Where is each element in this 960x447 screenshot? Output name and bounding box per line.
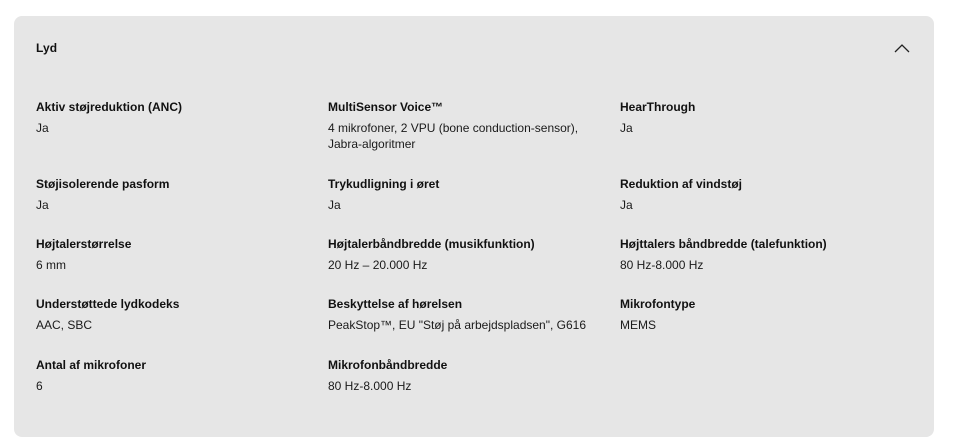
- panel-header[interactable]: [36, 38, 912, 58]
- spec-value: 80 Hz-8.000 Hz: [328, 379, 412, 393]
- spec-value: 6 mm: [36, 258, 66, 272]
- spec-label: Antal af mikrofoner: [36, 358, 147, 372]
- spec-item: [36, 358, 328, 418]
- collapse-button[interactable]: [892, 38, 912, 58]
- spec-item: [328, 358, 620, 418]
- spec-label: Mikrofonbåndbredde: [328, 358, 448, 372]
- spec-label: MultiSensor Voice™: [328, 100, 444, 114]
- spec-value: AAC, SBC: [36, 318, 93, 332]
- spec-item: [36, 177, 328, 237]
- spec-value: PeakStop™, EU "Støj på arbejdspladsen", G616: [328, 318, 586, 332]
- spec-value: 20 Hz – 20.000 Hz: [328, 258, 428, 272]
- spec-label: Reduktion af vindstøj: [620, 177, 743, 191]
- spec-item: [328, 297, 620, 358]
- spec-label: Støjisolerende pasform: [36, 177, 170, 191]
- spec-label: Trykudligning i øret: [328, 177, 440, 191]
- spec-label: Understøttede lydkodeks: [36, 297, 180, 311]
- spec-item: [328, 100, 620, 177]
- spec-label: Højtalerbåndbredde (musikfunktion): [328, 237, 535, 251]
- spec-item: [620, 297, 912, 358]
- spec-item: [328, 237, 620, 297]
- spec-value: Ja: [36, 121, 49, 135]
- section-title: Lyd: [36, 41, 58, 55]
- spec-label: Mikrofontype: [620, 297, 696, 311]
- specs-grid: [36, 100, 912, 418]
- spec-item: [36, 297, 328, 358]
- spec-label: Beskyttelse af hørelsen: [328, 297, 463, 311]
- spec-value: MEMS: [620, 318, 656, 332]
- spec-item: [620, 237, 912, 297]
- spec-item-empty: [620, 358, 912, 418]
- spec-item: [36, 237, 328, 297]
- spec-item: [620, 100, 912, 177]
- spec-value: 4 mikrofoner, 2 VPU (bone conduction-sensor), Jabra-algoritmer: [328, 121, 579, 151]
- spec-value: Ja: [328, 198, 341, 212]
- spec-value: 80 Hz-8.000 Hz: [620, 258, 704, 272]
- spec-value: 6: [36, 379, 43, 393]
- spec-item: [328, 177, 620, 237]
- spec-label: Aktiv støjreduktion (ANC): [36, 100, 183, 114]
- spec-label: HearThrough: [620, 100, 696, 114]
- spec-value: Ja: [620, 198, 633, 212]
- audio-specs-panel: [14, 16, 934, 437]
- spec-item: [620, 177, 912, 237]
- spec-value: Ja: [620, 121, 633, 135]
- spec-value: Ja: [36, 198, 49, 212]
- spec-label: Højttalers båndbredde (talefunktion): [620, 237, 827, 251]
- spec-label: Højtalerstørrelse: [36, 237, 132, 251]
- chevron-up-icon: [894, 43, 910, 53]
- spec-item: [36, 100, 328, 177]
